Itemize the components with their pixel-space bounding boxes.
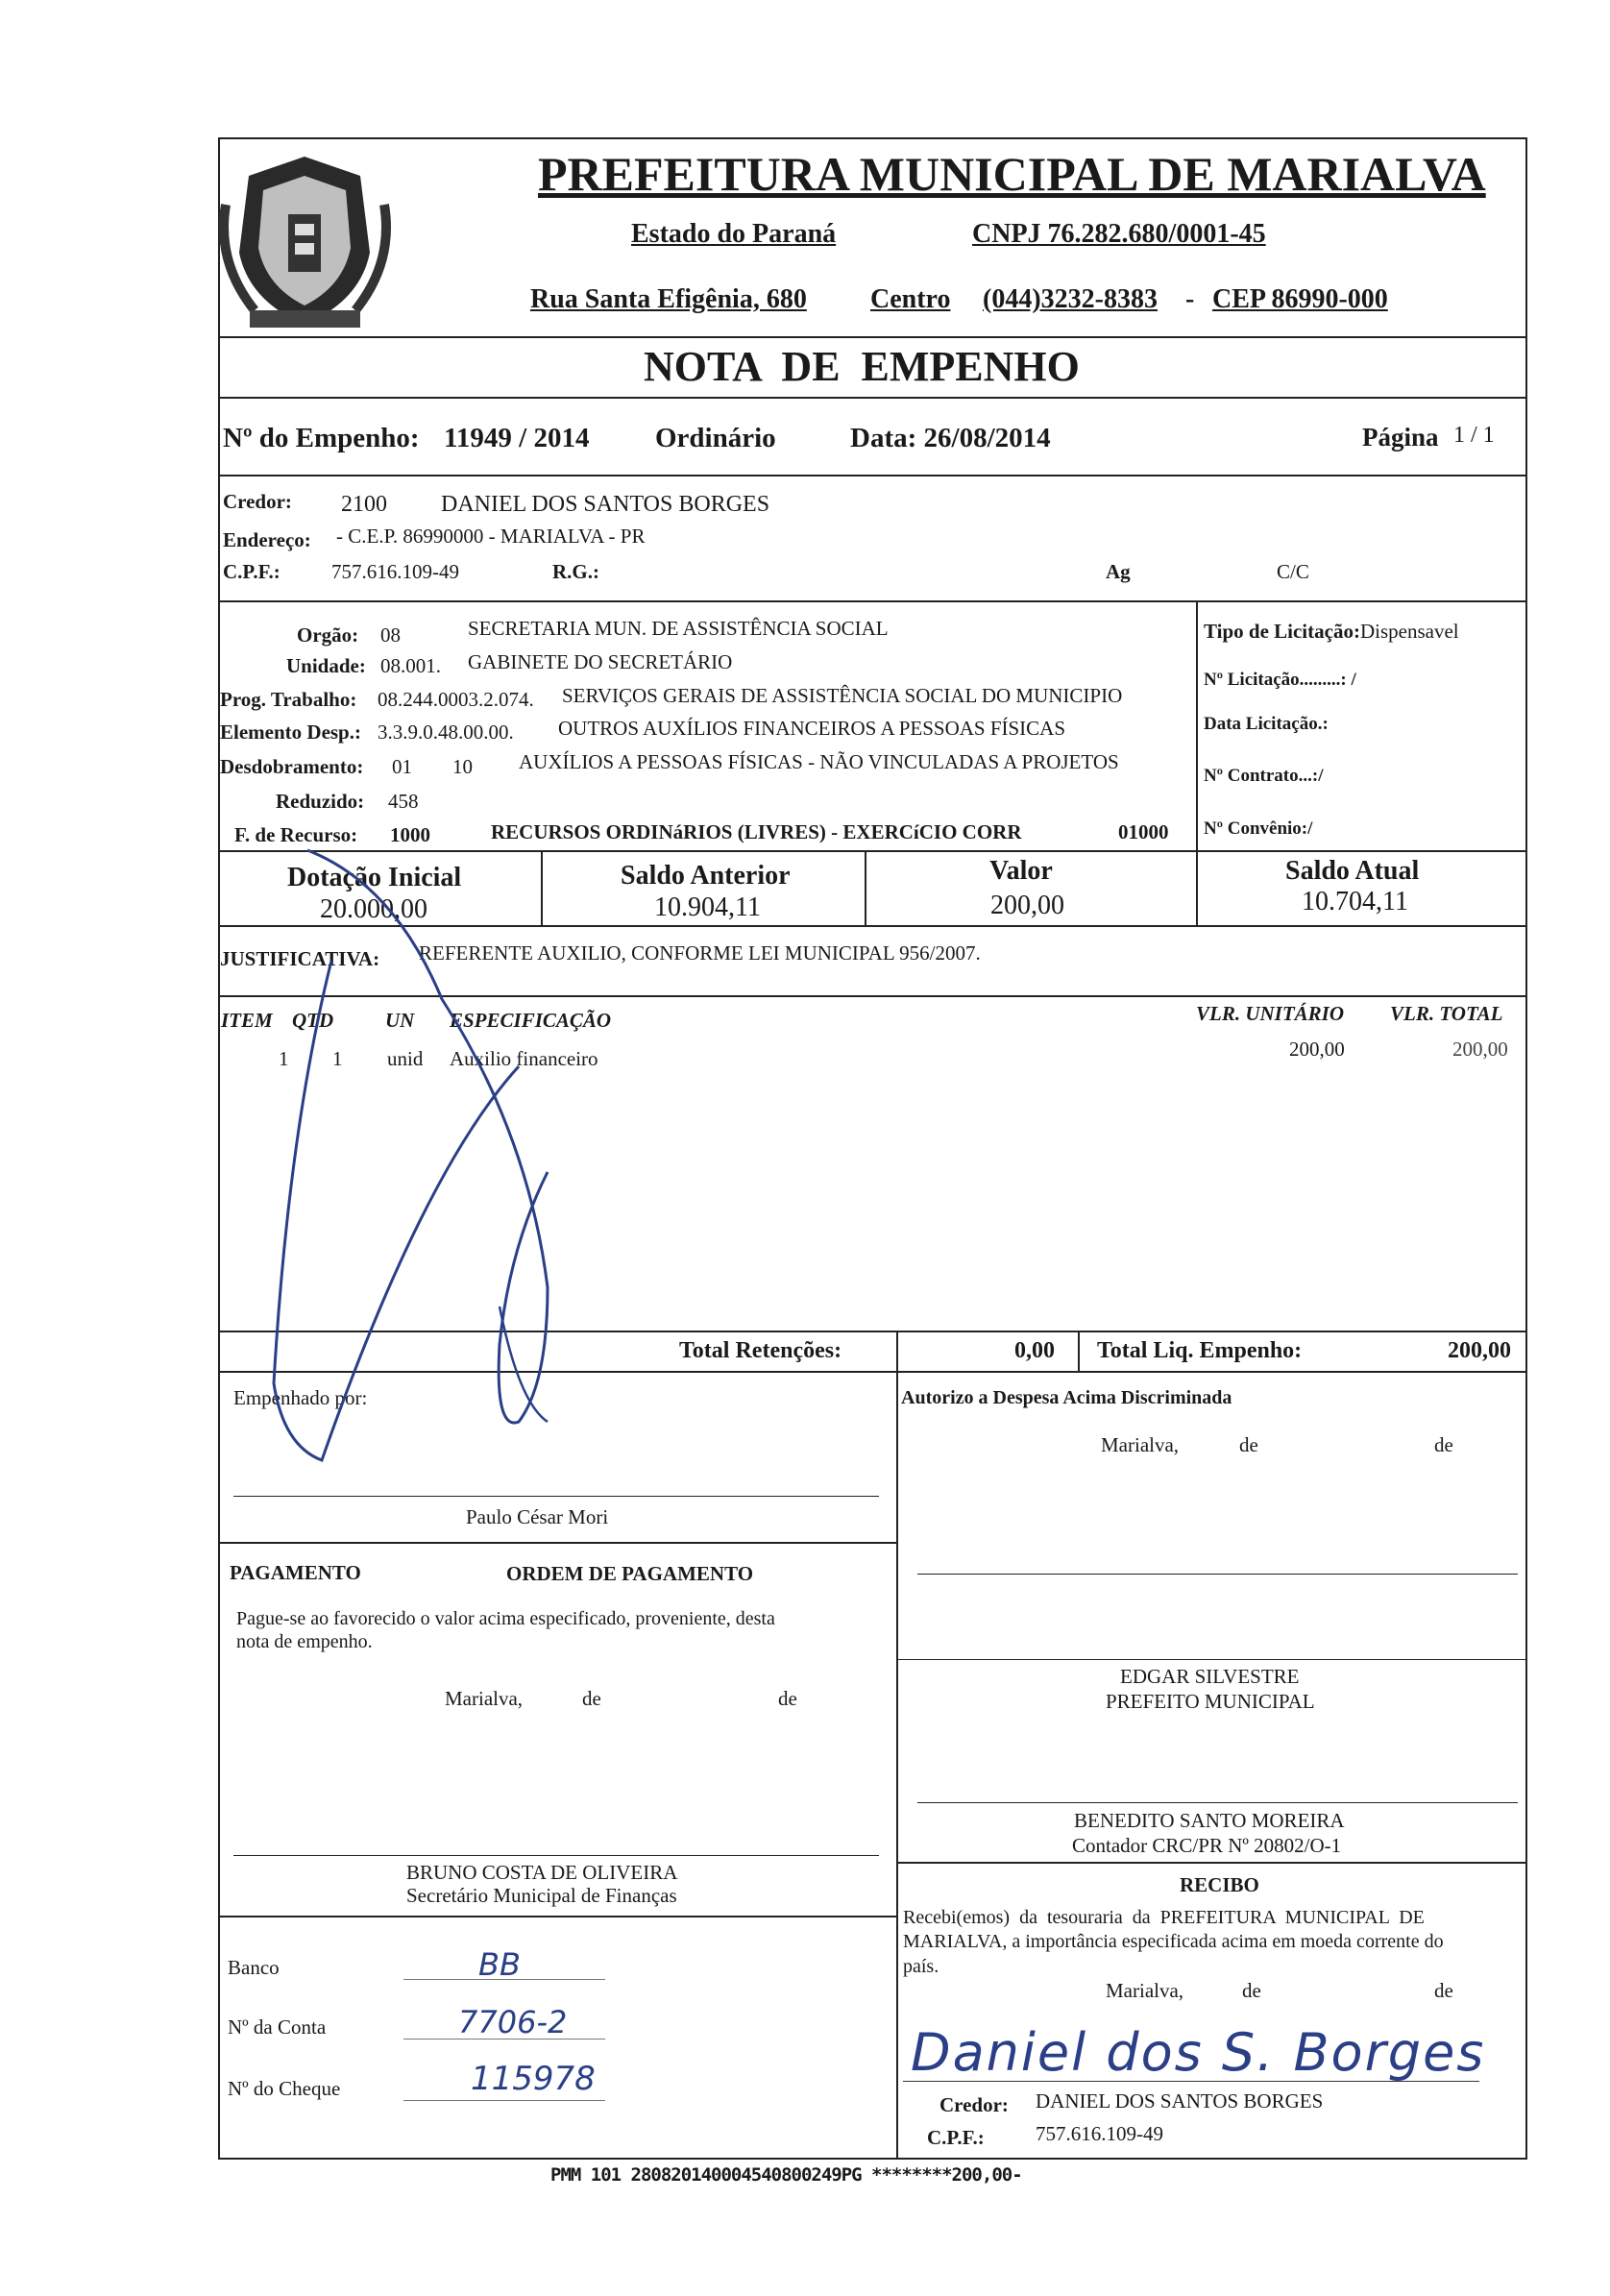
desdobramento-label: Desdobramento: [220,755,364,778]
reduzido-code: 458 [388,790,419,813]
orgao-label: Orgão: [297,623,359,647]
desdobramento-code2: 10 [452,755,473,778]
tipo-licitacao-label: Tipo de Licitação:Dispensavel [1204,620,1459,643]
empenho-date: Data: 26/08/2014 [850,423,1051,453]
credor-cpf: 757.616.109-49 [331,560,459,583]
total-liquido-value: 200,00 [1448,1338,1511,1363]
autorizo-label: Autorizo a Despesa Acima Discriminada [901,1387,1232,1408]
cheque-label: Nº do Cheque [228,2077,341,2100]
item-number: 1 [279,1047,289,1070]
reduzido-label: Reduzido: [276,790,365,813]
bruno-name: BRUNO COSTA DE OLIVEIRA [406,1861,678,1884]
header-dash: - [1185,284,1195,314]
recibo-line1: Recebi(emos) da tesouraria da PREFEITURA MUNICIPAL DE [903,1907,1425,1928]
recibo-cpf-label: C.P.F.: [927,2126,985,2149]
contrato-number: Nº Contrato...:/ [1204,766,1324,786]
coat-of-arms-logo [216,147,394,339]
elemento-name: OUTROS AUXÍLIOS FINANCEIROS A PESSOAS FÍSICAS [558,717,1066,740]
street-label: Rua Santa Efigênia, 680 [530,284,807,314]
handwritten-mark [231,845,653,1479]
bruno-role: Secretário Municipal de Finanças [406,1884,677,1907]
dotacao-value: 20.000,00 [320,894,427,924]
cpf-label: C.P.F.: [223,560,281,583]
desdobramento-code1: 01 [392,755,412,778]
prog-code: 08.244.0003.2.074. [378,688,534,711]
phone-label: (044)3232-8383 [983,284,1158,314]
item-total-value: 200,00 [1452,1038,1508,1061]
unidade-code: 08.001. [380,654,441,677]
orgao-name: SECRETARIA MUN. DE ASSISTÊNCIA SOCIAL [468,617,889,640]
saldo-anterior-label: Saldo Anterior [621,861,791,891]
empenho-number: 11949 / 2014 [444,423,590,453]
page-number: 1 / 1 [1453,423,1495,448]
pague-se-line1: Pague-se ao favorecido o valor acima especificado, proveniente, desta [236,1608,775,1629]
items-header-un: UN [385,1009,415,1032]
saldo-atual-label: Saldo Atual [1285,856,1420,886]
ag-label: Ag [1106,560,1131,583]
page-label: Página [1362,423,1439,452]
recibo-de1: de [1242,1979,1261,2002]
prefeitura-title: PREFEITURA MUNICIPAL DE MARIALVA [538,147,1486,201]
recibo-label: RECIBO [1180,1873,1259,1896]
recibo-de2: de [1434,1979,1453,2002]
autorizo-marialva: Marialva, [1101,1433,1180,1456]
pague-se-line2: nota de empenho. [236,1631,373,1652]
recurso-name: RECURSOS ORDINáRIOS (LIVRES) - EXERCíCIO CORR [491,820,1022,843]
elemento-code: 3.3.9.0.48.00.00. [378,721,514,744]
desdobramento-name: AUXÍLIOS A PESSOAS FÍSICAS - NÃO VINCULADAS A PROJETOS [519,750,1119,773]
items-header-unit: VLR. UNITÁRIO [1196,1002,1345,1025]
total-retencoes-label: Total Retenções: [679,1338,842,1363]
edgar-name: EDGAR SILVESTRE [1120,1665,1300,1688]
district-label: Centro [870,284,951,314]
licitacao-number: Nº Licitação.........: / [1204,670,1356,690]
benedito-name: BENEDITO SANTO MOREIRA [1074,1809,1345,1832]
cep-label: CEP 86990-000 [1212,284,1388,314]
licitacao-date: Data Licitação.: [1204,714,1329,734]
recibo-credor-label: Credor: [939,2093,1009,2116]
ordem-pagamento-label: ORDEM DE PAGAMENTO [506,1562,754,1585]
document-title: NOTA DE EMPENHO [644,343,1080,390]
unidade-label: Unidade: [286,654,366,677]
pagamento-de2: de [778,1687,797,1710]
valor-value: 200,00 [990,891,1064,920]
item-unit-value: 200,00 [1289,1038,1345,1061]
recibo-credor-name: DANIEL DOS SANTOS BORGES [1036,2089,1324,2113]
items-header-qtd: QTD [292,1009,334,1032]
banco-value: BB [478,1946,521,1983]
cc-label: C/C [1277,560,1309,583]
paulo-name: Paulo César Mori [466,1505,609,1528]
tipo-licitacao-value: Dispensavel [1359,620,1459,643]
recurso-number: 01000 [1118,820,1169,843]
valor-label: Valor [989,856,1053,886]
empenhado-por-label: Empenhado por: [233,1386,368,1409]
credor-name: DANIEL DOS SANTOS BORGES [441,492,770,517]
prog-name: SERVIÇOS GERAIS DE ASSISTÊNCIA SOCIAL DO MUNICIPIO [562,684,1123,707]
recurso-label: F. de Recurso: [234,823,358,846]
pagamento-label: PAGAMENTO [230,1561,361,1584]
pagamento-marialva: Marialva, [445,1687,524,1710]
credor-signature: Daniel dos S. Borges [911,2022,1486,2083]
recibo-marialva: Marialva, [1106,1979,1184,2002]
conta-value: 7706-2 [458,2004,568,2040]
item-unit: unid [387,1047,424,1070]
items-header-item: ITEM [221,1009,273,1032]
items-header-total: VLR. TOTAL [1390,1002,1503,1025]
conta-label: Nº da Conta [228,2015,327,2039]
address-label: Endereço: [223,528,311,551]
total-liquido-label: Total Liq. Empenho: [1097,1338,1303,1363]
prog-label: Prog. Trabalho: [220,688,357,711]
empenho-number-label: Nº do Empenho: [223,423,420,453]
state-label: Estado do Paraná [631,219,837,249]
saldo-anterior-value: 10.904,11 [654,892,761,922]
edgar-role: PREFEITO MUNICIPAL [1106,1690,1315,1713]
total-retencoes-value: 0,00 [1014,1338,1055,1363]
autorizo-de1: de [1239,1433,1258,1456]
dotacao-label: Dotação Inicial [287,863,462,892]
credor-address: - C.E.P. 86990000 - MARIALVA - PR [336,525,646,548]
credor-code: 2100 [341,492,387,517]
rg-label: R.G.: [552,560,599,583]
benedito-role: Contador CRC/PR Nº 20802/O-1 [1072,1834,1342,1857]
item-qtd: 1 [332,1047,343,1070]
orgao-code: 08 [380,623,401,647]
banco-label: Banco [228,1956,280,1979]
recibo-cpf-value: 757.616.109-49 [1036,2122,1163,2145]
credor-label: Credor: [223,490,292,513]
item-spec: Auxilio financeiro [450,1047,598,1070]
elemento-label: Elemento Desp.: [220,721,361,744]
cnpj-label: CNPJ 76.282.680/0001-45 [972,219,1266,249]
recurso-code: 1000 [390,823,430,846]
recibo-line3: país. [903,1956,939,1977]
justificativa-text: REFERENTE AUXILIO, CONFORME LEI MUNICIPAL 956/2007. [419,941,981,965]
autorizo-de2: de [1434,1433,1453,1456]
justificativa-label: JUSTIFICATIVA: [220,947,380,970]
saldo-atual-value: 10.704,11 [1302,887,1408,916]
convenio-number: Nº Convênio:/ [1204,818,1313,839]
items-header-spec: ESPECIFICAÇÃO [450,1009,612,1032]
cheque-value: 115978 [471,2060,596,2098]
unidade-name: GABINETE DO SECRETÁRIO [468,650,733,673]
pagamento-de1: de [582,1687,601,1710]
footer-code: PMM 101 28082014000454080024​9PG ********200,00- [550,2164,1022,2186]
recibo-line2: MARIALVA, a importância especificada acima em moeda corrente do [903,1931,1444,1952]
empenho-type: Ordinário [655,423,776,453]
